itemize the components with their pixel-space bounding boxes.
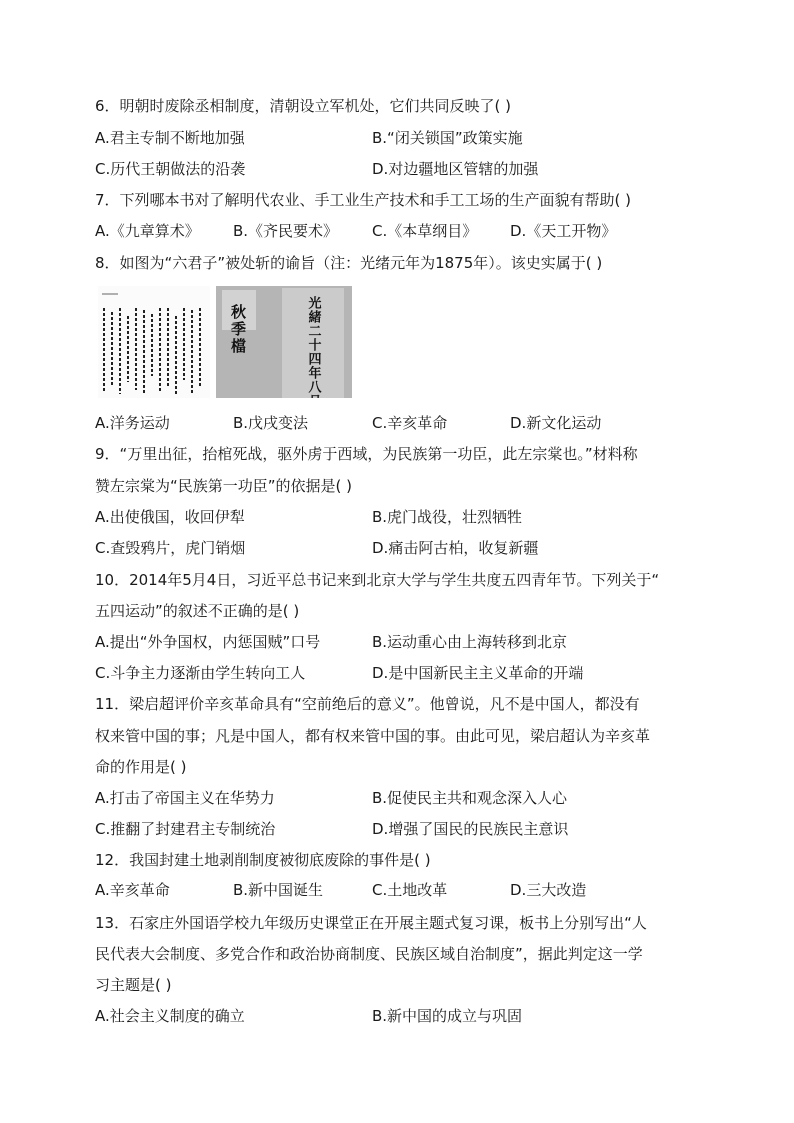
q11-stem-line-1: 11．梁启超评价辛亥革命具有“空前绝后的意义”。他曾说，凡不是中国人，都没有 — [95, 695, 640, 713]
q10-stem-line-2: 五四运动”的叙述不正确的是( ) — [95, 602, 300, 620]
q10-option-d[interactable]: D.是中国新民主主义革命的开端 — [372, 664, 584, 682]
q11-option-c[interactable]: C.推翻了封建君主专制统治 — [95, 820, 276, 838]
q9-option-a[interactable]: A.出使俄国，收回伊犁 — [95, 508, 245, 526]
q13-option-a[interactable]: A.社会主义制度的确立 — [95, 1007, 245, 1025]
q10-option-c[interactable]: C.斗争主力逐渐由学生转向工人 — [95, 664, 306, 682]
doc-title-text: 秋季檔 — [229, 304, 247, 355]
q6-option-b[interactable]: B.“闭关锁国”政策实施 — [372, 129, 523, 147]
q12-option-b[interactable]: B.新中国诞生 — [233, 881, 324, 899]
q9-option-c[interactable]: C.查毁鸦片，虎门销烟 — [95, 539, 246, 557]
q12-option-a[interactable]: A.辛亥革命 — [95, 881, 170, 899]
q7-option-b[interactable]: B.《齐民要术》 — [233, 222, 339, 240]
edict-cover-page — [216, 286, 352, 398]
q10-option-b[interactable]: B.运动重心由上海转移到北京 — [372, 633, 568, 651]
q11-option-b[interactable]: B.促使民主共和观念深入人心 — [372, 789, 568, 807]
q12-stem: 12．我国封建土地剥削制度被彻底废除的事件是( ) — [95, 851, 431, 869]
q13-stem-line-2: 民代表大会制度、多党合作和政治协商制度、民族区域自治制度”，据此判定这一学 — [95, 945, 643, 963]
q10-stem-line-1: 10．2014年5月4日，习近平总书记来到北京大学与学生共度五四青年节。下列关于“ — [95, 571, 660, 589]
q6-option-d[interactable]: D.对边疆地区管辖的加强 — [372, 160, 539, 178]
q11-stem-line-3: 命的作用是( ) — [95, 758, 187, 776]
q11-stem-line-2: 权来管中国的事；凡是中国人，都有权来管中国的事。由此可见，梁启超认为辛亥革 — [95, 727, 651, 745]
q7-option-a[interactable]: A.《九章算术》 — [95, 222, 200, 240]
q8-stem: 8．如图为“六君子”被处斩的谕旨（注：光绪元年为1875年）。该史实属于( ) — [95, 254, 603, 272]
edict-text-page — [98, 286, 210, 398]
q9-option-b[interactable]: B.虎门战役，壮烈牺牲 — [372, 508, 523, 526]
q11-option-a[interactable]: A.打击了帝国主义在华势力 — [95, 789, 275, 807]
q13-stem-line-1: 13．石家庄外国语学校九年级历史课堂正在开展主题式复习课，板书上分别写出“人 — [95, 914, 647, 932]
q11-option-d[interactable]: D.增强了国民的民族民主意识 — [372, 820, 569, 838]
q7-option-c[interactable]: C.《本草纲目》 — [372, 222, 478, 240]
q13-stem-line-3: 习主题是( ) — [95, 976, 172, 994]
q6-option-a[interactable]: A.君主专制不断地加强 — [95, 129, 245, 147]
q7-stem: 7．下列哪本书对了解明代农业、手工业生产技术和手工工场的生产面貌有帮助( ) — [95, 191, 632, 209]
q9-stem-line-1: 9．“万里出征，抬棺死战，驱外虏于西域，为民族第一功臣，此左宗棠也。”材料称 — [95, 445, 638, 463]
q12-option-d[interactable]: D.三大改造 — [510, 881, 587, 899]
q8-option-b[interactable]: B.戊戌变法 — [233, 414, 309, 432]
q6-stem: 6．明朝时废除丞相制度，清朝设立军机处，它们共同反映了( ) — [95, 97, 512, 115]
edict-scan-image — [98, 286, 352, 398]
q12-option-c[interactable]: C.土地改革 — [372, 881, 448, 899]
q7-option-d[interactable]: D.《天工开物》 — [510, 222, 617, 240]
q9-option-d[interactable]: D.痛击阿古柏，收复新疆 — [372, 539, 539, 557]
doc-date-text: 光緒二十四年八月分 — [305, 296, 321, 398]
q8-option-c[interactable]: C.辛亥革命 — [372, 414, 448, 432]
q8-option-d[interactable]: D.新文化运动 — [510, 414, 602, 432]
q8-option-a[interactable]: A.洋务运动 — [95, 414, 170, 432]
q9-stem-line-2: 赞左宗棠为“民族第一功臣”的依据是( ) — [95, 477, 353, 495]
q10-option-a[interactable]: A.提出“外争国权，内惩国贼”口号 — [95, 633, 321, 651]
q13-option-b[interactable]: B.新中国的成立与巩固 — [372, 1007, 523, 1025]
q6-option-c[interactable]: C.历代王朝做法的沿袭 — [95, 160, 246, 178]
